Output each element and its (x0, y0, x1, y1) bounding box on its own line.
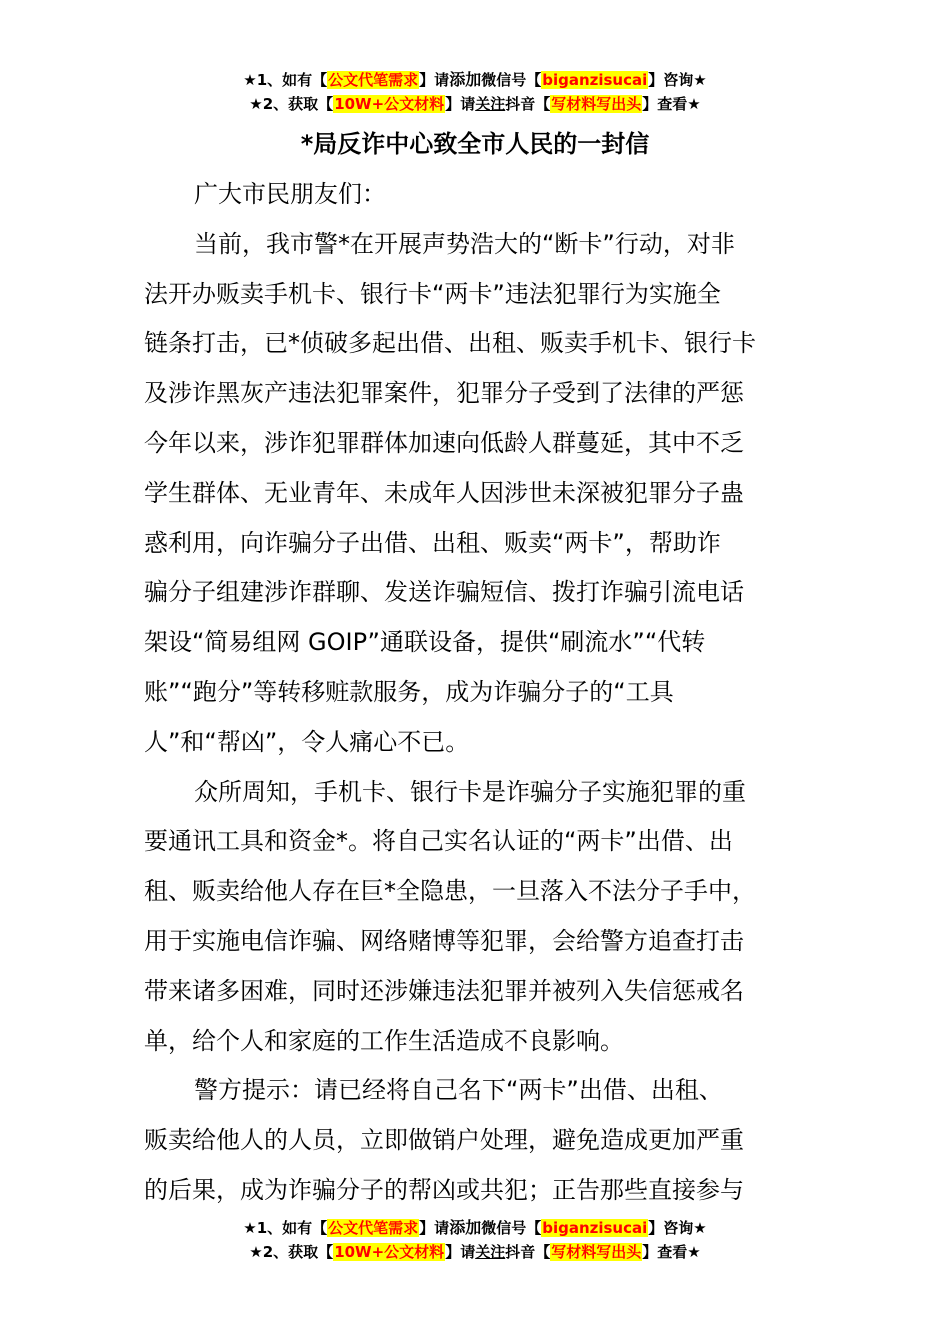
body-line: 单，给个人和家庭的工作生活造成不良影响。 (144, 1026, 624, 1055)
douyin-id-highlight: 写材料写出头 (551, 95, 642, 113)
body-line: 人”和“帮凶”，令人痛心不已。 (144, 727, 470, 756)
body-line: 链条打击，已*侦破多起出借、出租、贩卖手机卡、银行卡 (144, 329, 756, 358)
wechat-id-highlight: biganzisucai (542, 71, 648, 89)
promo-highlight: 10W+公文材料 (334, 95, 445, 113)
document-title: *局反诈中心致全市人民的一封信 (300, 130, 650, 158)
bottom-promo-banner (0, 1216, 950, 1264)
body-line: 贩卖给他人的人员，立即做销户处理，避免造成更加严重 (144, 1126, 744, 1155)
body-line: 法开办贩卖手机卡、银行卡“两卡”违法犯罪行为实施全 (144, 279, 721, 308)
body-line: 要通讯工具和资金*。将自己实名认证的“两卡”出借、出 (144, 827, 733, 856)
body-line: 学生群体、无业青年、未成年人因涉世未深被犯罪分子蛊 (144, 478, 744, 507)
body-line: 今年以来，涉诈犯罪群体加速向低龄人群蔓延，其中不乏 (144, 428, 744, 457)
body-line: 惑利用，向诈骗分子出借、出租、贩卖“两卡”，帮助诈 (144, 528, 721, 557)
promo-line-1: ★1、如有【公文代笔需求】请添加微信号【biganzisucai】咨询★ (243, 1218, 707, 1237)
body-line: 及涉诈黑灰产违法犯罪案件，犯罪分子受到了法律的严惩 (144, 379, 744, 408)
promo-line-2: ★2、获取【10W+公文材料】请关注抖音【写材料写出头】查看★ (249, 1243, 701, 1261)
promo-line-1: ★1、如有【公文代笔需求】请添加微信号【biganzisucai】咨询★ (243, 70, 707, 89)
body-line: 租、贩卖给他人存在巨*全隐患，一旦落入不法分子手中， (144, 877, 756, 906)
wechat-id-highlight: biganzisucai (542, 1219, 648, 1237)
body-line: 警方提示：请已经将自己名下“两卡”出借、出租、 (194, 1076, 723, 1105)
salutation: 广大市民朋友们： (194, 180, 386, 208)
document-body (144, 170, 808, 1216)
promo-line-2: ★2、获取【10W+公文材料】请关注抖音【写材料写出头】查看★ (249, 95, 701, 113)
body-line: 骗分子组建涉诈群聊、发送诈骗短信、拨打诈骗引流电话 (144, 578, 744, 607)
promo-highlight: 公文代笔需求 (328, 1219, 419, 1237)
body-line: 当前，我市警*在开展声势浩大的“断卡”行动，对非 (194, 229, 735, 258)
body-line: 账”“跑分”等转移赃款服务，成为诈骗分子的“工具 (144, 677, 674, 706)
top-promo-banner (0, 68, 950, 116)
promo-highlight: 10W+公文材料 (334, 1243, 445, 1261)
promo-highlight: 公文代笔需求 (328, 71, 419, 89)
body-line: 用于实施电信诈骗、网络赌博等犯罪，会给警方追查打击 (144, 926, 744, 955)
body-line: 带来诸多困难，同时还涉嫌违法犯罪并被列入失信惩戒名 (144, 976, 744, 1005)
body-line: 架设“简易组网 GOIP”通联设备，提供“刷流水”“代转 (144, 628, 706, 657)
body-line: 的后果，成为诈骗分子的帮凶或共犯；正告那些直接参与 (144, 1175, 744, 1204)
douyin-id-highlight: 写材料写出头 (551, 1243, 642, 1261)
body-line: 众所周知，手机卡、银行卡是诈骗分子实施犯罪的重 (194, 777, 746, 806)
